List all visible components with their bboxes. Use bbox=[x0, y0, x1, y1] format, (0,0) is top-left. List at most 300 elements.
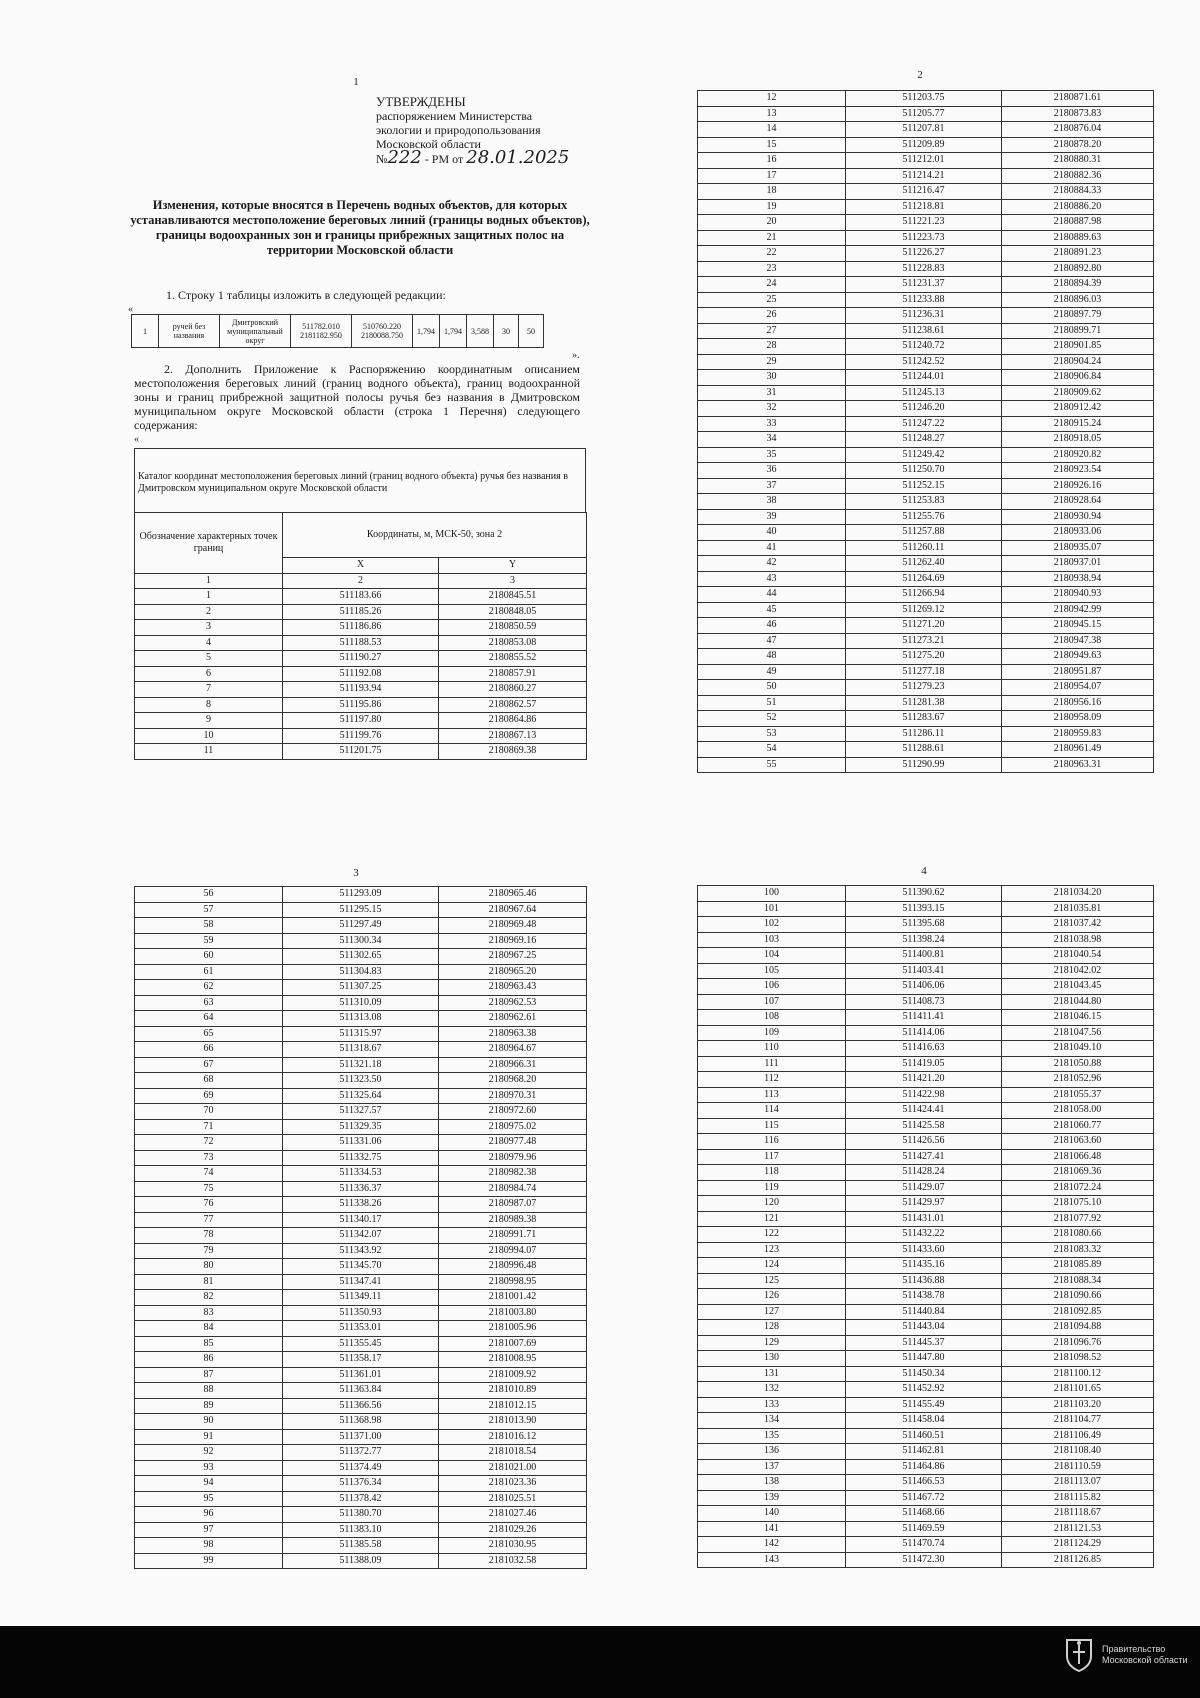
x-coordinate-cell: 511205.77 bbox=[846, 106, 1002, 122]
y-coordinate-cell: 2181021.00 bbox=[439, 1460, 587, 1476]
point-number-cell: 14 bbox=[698, 122, 846, 138]
point-number-cell: 66 bbox=[135, 1042, 283, 1058]
x-coordinate-cell: 511429.07 bbox=[846, 1180, 1002, 1196]
y-coordinate-cell: 2180887.98 bbox=[1002, 215, 1154, 231]
y-coordinate-cell: 2180967.25 bbox=[439, 949, 587, 965]
y-coordinate-cell: 2180915.24 bbox=[1002, 416, 1154, 432]
x-coordinate-cell: 511323.50 bbox=[283, 1073, 439, 1089]
point-number-cell: 99 bbox=[135, 1553, 283, 1569]
point-number-cell: 25 bbox=[698, 292, 846, 308]
coat-of-arms-icon bbox=[1064, 1636, 1094, 1672]
y-coordinate-cell: 2180956.16 bbox=[1002, 695, 1154, 711]
x-coordinate-cell: 511252.15 bbox=[846, 478, 1002, 494]
table-row bbox=[698, 1118, 1154, 1134]
y-coordinate-cell: 2181042.02 bbox=[1002, 963, 1154, 979]
table-row bbox=[698, 137, 1154, 153]
x-coordinate-cell: 511212.01 bbox=[846, 153, 1002, 169]
point-number-cell: 136 bbox=[698, 1444, 846, 1460]
x-coordinate-cell: 511313.08 bbox=[283, 1011, 439, 1027]
point-number-cell: 117 bbox=[698, 1149, 846, 1165]
x-coordinate-cell: 511429.97 bbox=[846, 1196, 1002, 1212]
x-coordinate-cell: 511336.37 bbox=[283, 1181, 439, 1197]
item-2-text: 2. Дополнить Приложение к Распоряжению координатным описанием местоположения береговых линий (границ водного объекта), границ водоохранной зоны и границ прибрежной защитной полосы ручья без названия в Дмитровском муниципальном округе Московской области (строка 1 Перечня) следующего содержания: bbox=[134, 362, 580, 432]
y-coordinate-cell: 2180897.79 bbox=[1002, 308, 1154, 324]
x-coordinate-cell: 511393.15 bbox=[846, 901, 1002, 917]
x-coordinate-cell: 511209.89 bbox=[846, 137, 1002, 153]
y-coordinate-cell: 2180969.16 bbox=[439, 933, 587, 949]
table-row bbox=[698, 184, 1154, 200]
point-number-cell: 114 bbox=[698, 1103, 846, 1119]
row1-cell-len-b: 1,794 bbox=[440, 315, 467, 348]
y-coordinate-cell: 2181100.12 bbox=[1002, 1366, 1154, 1382]
table-row bbox=[698, 1196, 1154, 1212]
table-row bbox=[135, 697, 587, 713]
y-coordinate-cell: 2181121.53 bbox=[1002, 1521, 1154, 1537]
point-number-cell: 59 bbox=[135, 933, 283, 949]
footer-bar bbox=[0, 1626, 1200, 1698]
y-coordinate-cell: 2180896.03 bbox=[1002, 292, 1154, 308]
point-number-cell: 67 bbox=[135, 1057, 283, 1073]
approval-line-1: распоряжением Министерства bbox=[376, 109, 533, 123]
point-number-cell: 134 bbox=[698, 1413, 846, 1429]
x-coordinate-cell: 511186.86 bbox=[283, 620, 439, 636]
y-coordinate-cell: 2181037.42 bbox=[1002, 917, 1154, 933]
x-coordinate-cell: 511395.68 bbox=[846, 917, 1002, 933]
y-coordinate-cell: 2180987.07 bbox=[439, 1197, 587, 1213]
x-coordinate-cell: 511236.31 bbox=[846, 308, 1002, 324]
table-row bbox=[135, 589, 587, 605]
table-row bbox=[698, 432, 1154, 448]
point-number-cell: 138 bbox=[698, 1475, 846, 1491]
table-row bbox=[698, 494, 1154, 510]
x-coordinate-cell: 511199.76 bbox=[283, 728, 439, 744]
table-row bbox=[135, 1150, 587, 1166]
table-row bbox=[698, 339, 1154, 355]
point-number-cell: 17 bbox=[698, 168, 846, 184]
point-number-cell: 93 bbox=[135, 1460, 283, 1476]
table-row bbox=[135, 887, 587, 903]
table-row bbox=[698, 1521, 1154, 1537]
y-coordinate-cell: 2180869.38 bbox=[439, 744, 587, 760]
y-coordinate-cell: 2181104.77 bbox=[1002, 1413, 1154, 1429]
table-row bbox=[135, 1011, 587, 1027]
y-coordinate-cell: 2181016.12 bbox=[439, 1429, 587, 1445]
table-row bbox=[135, 1321, 587, 1337]
point-number-cell: 89 bbox=[135, 1398, 283, 1414]
y-coordinate-cell: 2180901.85 bbox=[1002, 339, 1154, 355]
y-coordinate-cell: 2181023.36 bbox=[439, 1476, 587, 1492]
x-coordinate-cell: 511197.80 bbox=[283, 713, 439, 729]
point-number-cell: 100 bbox=[698, 886, 846, 902]
y-coordinate-cell: 2180962.61 bbox=[439, 1011, 587, 1027]
table-row bbox=[698, 757, 1154, 773]
x-coordinate-cell: 511433.60 bbox=[846, 1242, 1002, 1258]
point-number-cell: 56 bbox=[135, 887, 283, 903]
point-number-cell: 130 bbox=[698, 1351, 846, 1367]
y-coordinate-cell: 2181060.77 bbox=[1002, 1118, 1154, 1134]
x-coordinate-cell: 511279.23 bbox=[846, 680, 1002, 696]
table-row bbox=[698, 199, 1154, 215]
table-row bbox=[135, 1135, 587, 1151]
y-coordinate-cell: 2180958.09 bbox=[1002, 711, 1154, 727]
table-row bbox=[698, 1413, 1154, 1429]
x-coordinate-cell: 511371.00 bbox=[283, 1429, 439, 1445]
x-coordinate-cell: 511383.10 bbox=[283, 1522, 439, 1538]
y-coordinate-cell: 2181118.67 bbox=[1002, 1506, 1154, 1522]
x-coordinate-cell: 511315.97 bbox=[283, 1026, 439, 1042]
table-row bbox=[698, 1242, 1154, 1258]
x-coordinate-cell: 511295.15 bbox=[283, 902, 439, 918]
table-row bbox=[698, 1273, 1154, 1289]
table-row bbox=[698, 664, 1154, 680]
table-row bbox=[135, 604, 587, 620]
government-logo-text bbox=[1102, 1644, 1188, 1666]
table-row bbox=[135, 1042, 587, 1058]
y-coordinate-cell: 2180935.07 bbox=[1002, 540, 1154, 556]
quote-open-2: « bbox=[134, 434, 139, 445]
y-coordinate-cell: 2180891.23 bbox=[1002, 246, 1154, 262]
table-row bbox=[135, 1398, 587, 1414]
point-number-cell: 112 bbox=[698, 1072, 846, 1088]
table-row bbox=[698, 1304, 1154, 1320]
table-row bbox=[135, 1073, 587, 1089]
point-number-cell: 33 bbox=[698, 416, 846, 432]
point-number-cell: 88 bbox=[135, 1383, 283, 1399]
logo-line-2: Московской области bbox=[1102, 1655, 1188, 1665]
row-1 bbox=[132, 315, 544, 348]
table-row bbox=[698, 1103, 1154, 1119]
y-coordinate-cell: 2180892.80 bbox=[1002, 261, 1154, 277]
x-coordinate-cell: 511223.73 bbox=[846, 230, 1002, 246]
point-number-cell: 30 bbox=[698, 370, 846, 386]
y-coordinate-cell: 2181009.92 bbox=[439, 1367, 587, 1383]
table-row bbox=[135, 1367, 587, 1383]
table-row bbox=[698, 556, 1154, 572]
x-coordinate-cell: 511385.58 bbox=[283, 1538, 439, 1554]
table-row bbox=[135, 1057, 587, 1073]
x-coordinate-cell: 511426.56 bbox=[846, 1134, 1002, 1150]
x-coordinate-cell: 511226.27 bbox=[846, 246, 1002, 262]
x-coordinate-cell: 511283.67 bbox=[846, 711, 1002, 727]
point-number-cell: 78 bbox=[135, 1228, 283, 1244]
x-coordinate-cell: 511467.72 bbox=[846, 1490, 1002, 1506]
col-number-3: 3 bbox=[439, 573, 587, 589]
point-number-cell: 118 bbox=[698, 1165, 846, 1181]
point-number-cell: 9 bbox=[135, 713, 283, 729]
table-row bbox=[698, 261, 1154, 277]
y-coordinate-cell: 2180942.99 bbox=[1002, 602, 1154, 618]
x-coordinate-cell: 511458.04 bbox=[846, 1413, 1002, 1429]
x-coordinate-cell: 511380.70 bbox=[283, 1507, 439, 1523]
y-coordinate-cell: 2181094.88 bbox=[1002, 1320, 1154, 1336]
y-coordinate-cell: 2180966.31 bbox=[439, 1057, 587, 1073]
point-number-cell: 36 bbox=[698, 463, 846, 479]
x-coordinate-cell: 511421.20 bbox=[846, 1072, 1002, 1088]
y-coordinate-cell: 2181046.15 bbox=[1002, 1010, 1154, 1026]
y-coordinate-cell: 2181047.56 bbox=[1002, 1025, 1154, 1041]
y-coordinate-cell: 2181007.69 bbox=[439, 1336, 587, 1352]
point-number-cell: 106 bbox=[698, 979, 846, 995]
table-row bbox=[698, 1397, 1154, 1413]
table-row bbox=[698, 1459, 1154, 1475]
y-coordinate-cell: 2180949.63 bbox=[1002, 649, 1154, 665]
order-number-line bbox=[376, 147, 596, 168]
point-number-cell: 97 bbox=[135, 1522, 283, 1538]
point-number-cell: 10 bbox=[135, 728, 283, 744]
x-coordinate-cell: 511183.66 bbox=[283, 589, 439, 605]
y-coordinate-cell: 2181038.98 bbox=[1002, 932, 1154, 948]
x-coordinate-cell: 511231.37 bbox=[846, 277, 1002, 293]
x-coordinate-cell: 511214.21 bbox=[846, 168, 1002, 184]
point-number-cell: 141 bbox=[698, 1521, 846, 1537]
table-row bbox=[698, 1180, 1154, 1196]
header-x: X bbox=[283, 558, 439, 574]
point-number-cell: 133 bbox=[698, 1397, 846, 1413]
row1-cell-pzp: 30 bbox=[494, 315, 519, 348]
x-coordinate-cell: 511247.22 bbox=[846, 416, 1002, 432]
y-coordinate-cell: 2181103.20 bbox=[1002, 1397, 1154, 1413]
y-coordinate-cell: 2180864.86 bbox=[439, 713, 587, 729]
table-row bbox=[698, 633, 1154, 649]
page-number-3: 3 bbox=[353, 867, 359, 879]
x-coordinate-cell: 511447.80 bbox=[846, 1351, 1002, 1367]
x-coordinate-cell: 511331.06 bbox=[283, 1135, 439, 1151]
table-row bbox=[698, 153, 1154, 169]
item-1-text: 1. Строку 1 таблицы изложить в следующей редакции: bbox=[166, 288, 446, 302]
table-row bbox=[698, 932, 1154, 948]
y-coordinate-cell: 2180972.60 bbox=[439, 1104, 587, 1120]
table-row bbox=[698, 1072, 1154, 1088]
table-row bbox=[698, 1227, 1154, 1243]
y-coordinate-cell: 2180894.39 bbox=[1002, 277, 1154, 293]
y-coordinate-cell: 2181080.66 bbox=[1002, 1227, 1154, 1243]
y-coordinate-cell: 2180969.48 bbox=[439, 918, 587, 934]
catalog-title-box bbox=[134, 448, 586, 512]
point-number-cell: 29 bbox=[698, 354, 846, 370]
x-coordinate-cell: 511293.09 bbox=[283, 887, 439, 903]
point-number-cell: 44 bbox=[698, 587, 846, 603]
y-coordinate-cell: 2180889.63 bbox=[1002, 230, 1154, 246]
x-coordinate-cell: 511366.56 bbox=[283, 1398, 439, 1414]
x-coordinate-cell: 511318.67 bbox=[283, 1042, 439, 1058]
table-row bbox=[135, 1088, 587, 1104]
table-row bbox=[698, 463, 1154, 479]
point-number-cell: 6 bbox=[135, 666, 283, 682]
x-coordinate-cell: 511427.41 bbox=[846, 1149, 1002, 1165]
point-number-cell: 83 bbox=[135, 1305, 283, 1321]
table-row bbox=[698, 1289, 1154, 1305]
x-coordinate-cell: 511440.84 bbox=[846, 1304, 1002, 1320]
table-row bbox=[135, 651, 587, 667]
table-row bbox=[135, 744, 587, 760]
table-row bbox=[698, 1335, 1154, 1351]
point-number-cell: 54 bbox=[698, 742, 846, 758]
point-number-cell: 129 bbox=[698, 1335, 846, 1351]
approval-header bbox=[376, 95, 596, 166]
table-row bbox=[698, 1366, 1154, 1382]
x-coordinate-cell: 511431.01 bbox=[846, 1211, 1002, 1227]
y-coordinate-cell: 2180848.05 bbox=[439, 604, 587, 620]
point-number-cell: 61 bbox=[135, 964, 283, 980]
header-points: Обозначение характерных точек границ bbox=[135, 513, 283, 574]
table-row bbox=[698, 401, 1154, 417]
point-number-cell: 21 bbox=[698, 230, 846, 246]
table-row bbox=[698, 571, 1154, 587]
point-number-cell: 28 bbox=[698, 339, 846, 355]
point-number-cell: 80 bbox=[135, 1259, 283, 1275]
y-coordinate-cell: 2180963.31 bbox=[1002, 757, 1154, 773]
y-coordinate-cell: 2180951.87 bbox=[1002, 664, 1154, 680]
y-coordinate-cell: 2180906.84 bbox=[1002, 370, 1154, 386]
point-number-cell: 110 bbox=[698, 1041, 846, 1057]
y-coordinate-cell: 2181066.48 bbox=[1002, 1149, 1154, 1165]
table-row bbox=[698, 649, 1154, 665]
table-row bbox=[698, 1056, 1154, 1072]
table-row bbox=[135, 635, 587, 651]
x-coordinate-cell: 511286.11 bbox=[846, 726, 1002, 742]
row-1-table bbox=[131, 314, 544, 348]
table-row bbox=[135, 666, 587, 682]
table-row bbox=[135, 1429, 587, 1445]
x-coordinate-cell: 511443.04 bbox=[846, 1320, 1002, 1336]
point-number-cell: 74 bbox=[135, 1166, 283, 1182]
table-row bbox=[698, 1428, 1154, 1444]
table-row bbox=[698, 540, 1154, 556]
table-row bbox=[698, 1134, 1154, 1150]
table-row bbox=[698, 168, 1154, 184]
table-row bbox=[135, 1104, 587, 1120]
point-number-cell: 13 bbox=[698, 106, 846, 122]
x-coordinate-cell: 511238.61 bbox=[846, 323, 1002, 339]
table-row bbox=[698, 711, 1154, 727]
x-coordinate-cell: 511248.27 bbox=[846, 432, 1002, 448]
table-row bbox=[135, 1383, 587, 1399]
x-coordinate-cell: 511221.23 bbox=[846, 215, 1002, 231]
x-coordinate-cell: 511250.70 bbox=[846, 463, 1002, 479]
x-coordinate-cell: 511207.81 bbox=[846, 122, 1002, 138]
y-coordinate-cell: 2181050.88 bbox=[1002, 1056, 1154, 1072]
header-coordinates: Координаты, м, МСК-50, зона 2 bbox=[283, 513, 587, 558]
point-number-cell: 71 bbox=[135, 1119, 283, 1135]
point-number-cell: 35 bbox=[698, 447, 846, 463]
y-coordinate-cell: 2180909.62 bbox=[1002, 385, 1154, 401]
row1-cell-len-a: 1,794 bbox=[413, 315, 440, 348]
y-coordinate-cell: 2180979.96 bbox=[439, 1150, 587, 1166]
table-row bbox=[698, 901, 1154, 917]
point-number-cell: 48 bbox=[698, 649, 846, 665]
x-coordinate-cell: 511408.73 bbox=[846, 994, 1002, 1010]
y-coordinate-cell: 2180975.02 bbox=[439, 1119, 587, 1135]
y-coordinate-cell: 2180899.71 bbox=[1002, 323, 1154, 339]
x-coordinate-cell: 511460.51 bbox=[846, 1428, 1002, 1444]
x-coordinate-cell: 511388.09 bbox=[283, 1553, 439, 1569]
point-number-cell: 68 bbox=[135, 1073, 283, 1089]
x-coordinate-cell: 511266.94 bbox=[846, 587, 1002, 603]
x-coordinate-cell: 511450.34 bbox=[846, 1366, 1002, 1382]
table-row bbox=[698, 1010, 1154, 1026]
x-coordinate-cell: 511398.24 bbox=[846, 932, 1002, 948]
approval-line-2: экологии и природопользования bbox=[376, 123, 541, 137]
y-coordinate-cell: 2181030.95 bbox=[439, 1538, 587, 1554]
point-number-cell: 116 bbox=[698, 1134, 846, 1150]
table-row bbox=[698, 478, 1154, 494]
table-row bbox=[135, 1491, 587, 1507]
x-coordinate-cell: 511195.86 bbox=[283, 697, 439, 713]
x-coordinate-cell: 511445.37 bbox=[846, 1335, 1002, 1351]
point-number-cell: 126 bbox=[698, 1289, 846, 1305]
page-number-2: 2 bbox=[917, 69, 923, 81]
table-row bbox=[135, 1507, 587, 1523]
x-coordinate-cell: 511455.49 bbox=[846, 1397, 1002, 1413]
point-number-cell: 27 bbox=[698, 323, 846, 339]
x-coordinate-cell: 511411.41 bbox=[846, 1010, 1002, 1026]
y-coordinate-cell: 2180871.61 bbox=[1002, 91, 1154, 107]
y-coordinate-cell: 2180933.06 bbox=[1002, 525, 1154, 541]
x-coordinate-cell: 511349.11 bbox=[283, 1290, 439, 1306]
y-coordinate-cell: 2181083.32 bbox=[1002, 1242, 1154, 1258]
table-row bbox=[698, 91, 1154, 107]
x-coordinate-cell: 511462.81 bbox=[846, 1444, 1002, 1460]
x-coordinate-cell: 511419.05 bbox=[846, 1056, 1002, 1072]
x-coordinate-cell: 511273.21 bbox=[846, 633, 1002, 649]
x-coordinate-cell: 511464.86 bbox=[846, 1459, 1002, 1475]
table-row bbox=[135, 1538, 587, 1554]
x-coordinate-cell: 511358.17 bbox=[283, 1352, 439, 1368]
table-header-row bbox=[135, 513, 587, 558]
point-number-cell: 91 bbox=[135, 1429, 283, 1445]
y-coordinate-cell: 2181029.26 bbox=[439, 1522, 587, 1538]
point-number-cell: 86 bbox=[135, 1352, 283, 1368]
table-row bbox=[135, 1305, 587, 1321]
y-coordinate-cell: 2181027.46 bbox=[439, 1507, 587, 1523]
table-row bbox=[698, 602, 1154, 618]
x-coordinate-cell: 511424.41 bbox=[846, 1103, 1002, 1119]
y-coordinate-cell: 2181018.54 bbox=[439, 1445, 587, 1461]
x-coordinate-cell: 511361.01 bbox=[283, 1367, 439, 1383]
table-row bbox=[698, 509, 1154, 525]
table-row bbox=[698, 886, 1154, 902]
table-row bbox=[698, 385, 1154, 401]
x-coordinate-cell: 511275.20 bbox=[846, 649, 1002, 665]
y-coordinate-cell: 2180989.38 bbox=[439, 1212, 587, 1228]
point-number-cell: 92 bbox=[135, 1445, 283, 1461]
y-coordinate-cell: 2180961.49 bbox=[1002, 742, 1154, 758]
point-number-cell: 135 bbox=[698, 1428, 846, 1444]
table-row bbox=[135, 1197, 587, 1213]
table-row bbox=[698, 963, 1154, 979]
y-coordinate-cell: 2180923.54 bbox=[1002, 463, 1154, 479]
document-title: Изменения, которые вносятся в Перечень водных объектов, для которых устанавливаются местоположение береговых линий (границы водных объектов), границы водоохранных зон и границы прибрежных защитных полос на территории Московской области bbox=[130, 198, 590, 257]
y-coordinate-cell: 2180882.36 bbox=[1002, 168, 1154, 184]
x-coordinate-cell: 511321.18 bbox=[283, 1057, 439, 1073]
point-number-cell: 108 bbox=[698, 1010, 846, 1026]
x-coordinate-cell: 511271.20 bbox=[846, 618, 1002, 634]
x-coordinate-cell: 511390.62 bbox=[846, 886, 1002, 902]
y-coordinate-cell: 2180947.38 bbox=[1002, 633, 1154, 649]
y-coordinate-cell: 2180873.83 bbox=[1002, 106, 1154, 122]
point-number-cell: 8 bbox=[135, 697, 283, 713]
y-coordinate-cell: 2181108.40 bbox=[1002, 1444, 1154, 1460]
point-number-cell: 3 bbox=[135, 620, 283, 636]
x-coordinate-cell: 511472.30 bbox=[846, 1552, 1002, 1568]
table-row bbox=[135, 995, 587, 1011]
point-number-cell: 128 bbox=[698, 1320, 846, 1336]
x-coordinate-cell: 511325.64 bbox=[283, 1088, 439, 1104]
x-coordinate-cell: 511242.52 bbox=[846, 354, 1002, 370]
point-number-cell: 125 bbox=[698, 1273, 846, 1289]
table-row bbox=[135, 1228, 587, 1244]
y-coordinate-cell: 2181008.95 bbox=[439, 1352, 587, 1368]
